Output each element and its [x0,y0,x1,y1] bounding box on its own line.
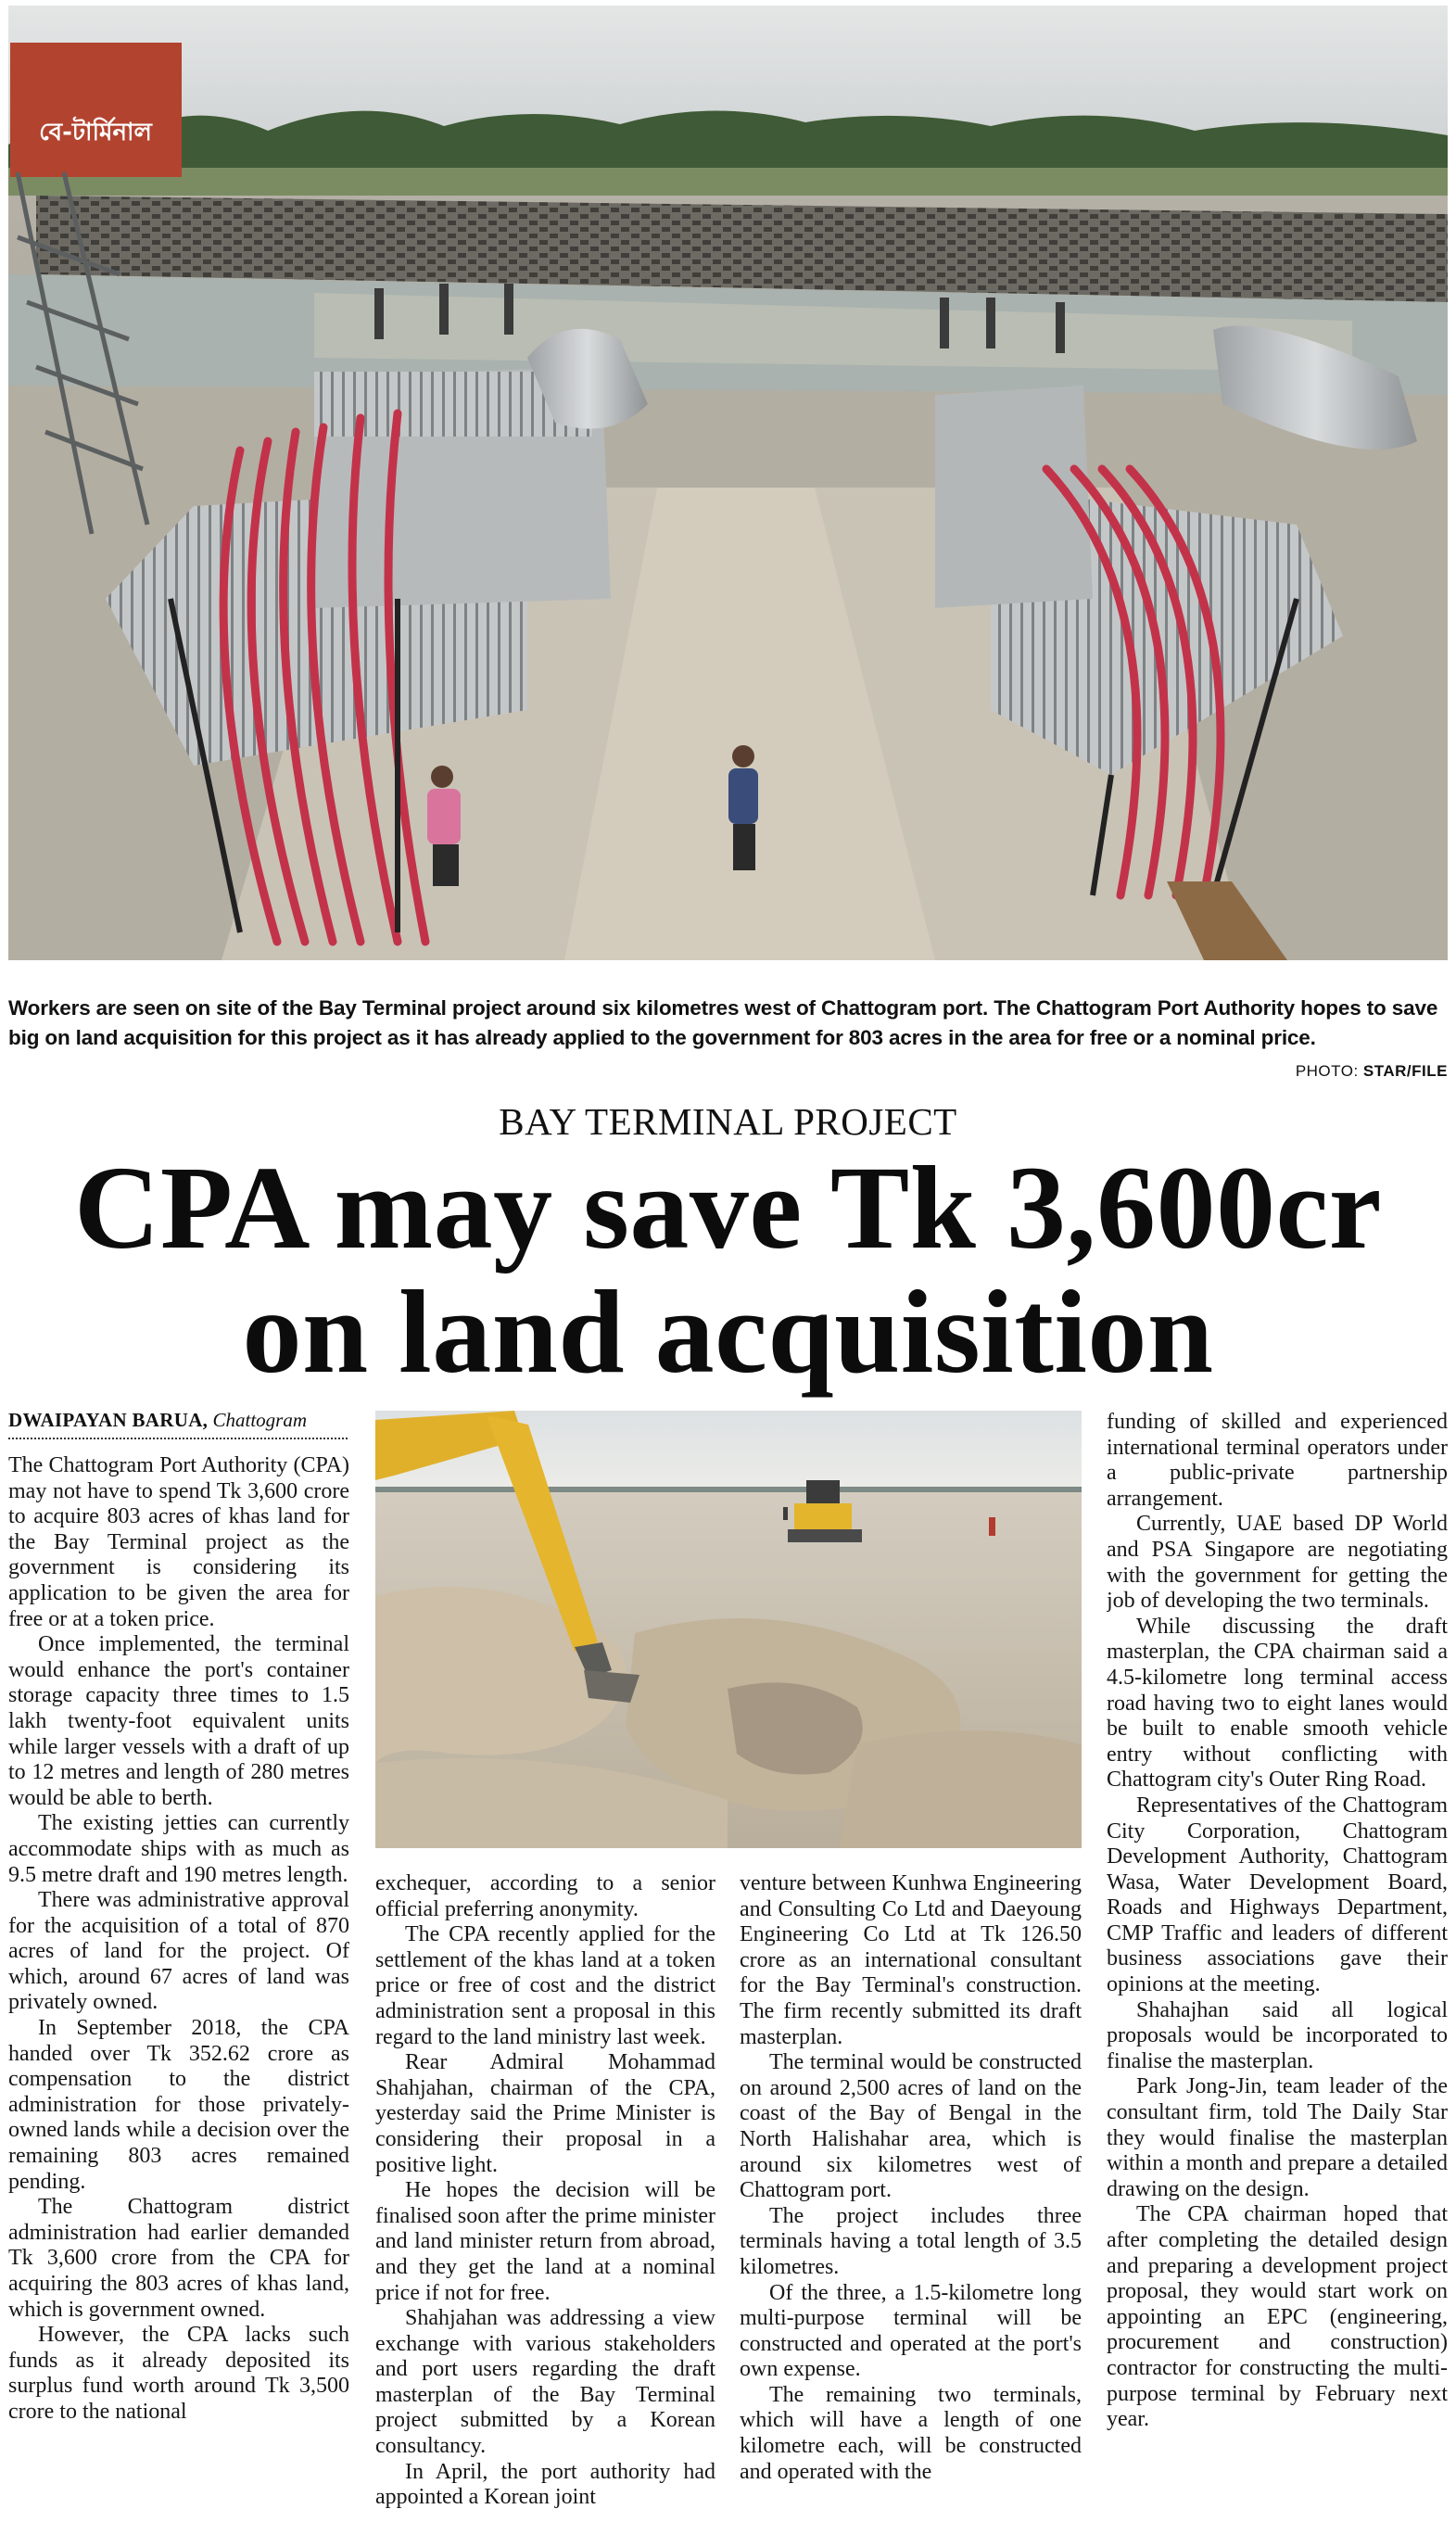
paragraph: The Chattogram district administration had earlier demanded Tk 3,600 crore from the CPA for acquiring the 803 acres of khas land, which is government owned. [8,2195,349,2322]
photo-credit [1296,1057,1448,1086]
paragraph: In April, the port authority had appointed a Korean joint [375,2459,715,2510]
excavator-photo [375,1411,1082,1848]
paragraph: The CPA chairman hoped that after completing the detailed design and preparing a development project proposal, they would start work on appointing an EPC (engineering, procurement and construction) contractor for constructing the multi-purpose terminal by February next year. [1107,2202,1448,2432]
paragraph: venture between Kunhwa Engineering and Consulting Co Ltd and Daeyoung Engineering Co Ltd at Tk 126.50 crore as an international consultant for the Bay Terminal's construction. The firm recently submitted its draft masterplan. [740,1871,1082,2049]
kicker: BAY TERMINAL PROJECT [499,1100,957,1143]
article-column-2 [375,1871,715,2538]
paragraph: While discussing the draft masterplan, the CPA chairman said a 4.5-kilometre long terminal access road having two to eight lanes would be built to enable smooth vehicle entry without conflicting with Chattogram city's Outer Ring Road. [1107,1614,1448,1793]
site-sign-text: বে-টার্মিনাল [39,119,152,146]
paragraph: The CPA recently applied for the settlement of the khas land at a token price or free of cost and the district administration sent a proposal in this regard to the land ministry last week. [375,1922,715,2049]
byline-place: Chattogram [212,1409,307,1431]
paragraph: There was administrative approval for the acquisition of a total of 870 acres of land for the project. Of which, around 67 acres of land was privately owned. [8,1888,349,2015]
paragraph: The remaining two terminals, which will have a length of one kilometre each, will be constructed and operated with the [740,2382,1082,2484]
paragraph: Shahjahan was addressing a view exchange with various stakeholders and port users regarding the draft masterplan of the Bay Terminal project submitted by a Korean consultancy. [375,2306,715,2459]
headline [0,1142,1456,1398]
paragraph: The existing jetties can currently accommodate ships with as much as 9.5 metre draft and 190 metres length. [8,1811,349,1887]
paragraph: Currently, UAE based DP World and PSA Singapore are negotiating with the government for getting the job of developing the two terminals. [1107,1512,1448,1614]
paragraph: The project includes three terminals having a total length of 3.5 kilometres. [740,2203,1082,2279]
photo-credit-source: STAR/FILE [1362,1062,1448,1080]
photo-caption [8,994,1448,1086]
paragraph: Once implemented, the terminal would enhance the port's container storage capacity three times to 1.5 lakh twenty-foot equivalent units while larger vessels with a draft of up to 12 metres and length of 280 metres would be able to berth. [8,1632,349,1810]
paragraph: Shahajhan said all logical proposals would be incorporated to finalise the masterplan. [1107,1997,1448,2073]
paragraph: However, the CPA lacks such funds as it already deposited its surplus fund worth around Tk 3,500 crore to the national [8,2323,349,2424]
paragraph: Rear Admiral Mohammad Shahjahan, chairman of the CPA, yesterday said the Prime Minister is considering their proposal in a positive light. [375,2050,715,2177]
paragraph: Of the three, a 1.5-kilometre long multi-purpose terminal will be constructed and operated at the port's own expense. [740,2280,1082,2382]
paragraph: The terminal would be constructed on around 2,500 acres of land on the coast of the Bay of Bengal in the North Halishahar area, which is around six kilometres west of Chattogram port. [740,2050,1082,2203]
top-photo [8,6,1448,960]
article-column-1 [8,1453,349,2538]
byline [8,1409,348,1439]
article-column-4 [1107,1410,1448,2538]
photo-credit-label: PHOTO: [1295,1062,1359,1080]
caption-text: Workers are seen on site of the Bay Terminal project around six kilometres west of Chattogram port. The Chattogram Port Authority hopes to save big on land acquisition for this project as it has already applied to the government for 803 acres in the area for free or a nominal price. [8,996,1438,1049]
paragraph: exchequer, according to a senior official preferring anonymity. [375,1871,715,1921]
paragraph: Representatives of the Chattogram City Corporation, Chattogram Development Authority, Chattogram Wasa, Water Development Board, Roads and Highways Department, CMP Traffic and leaders of different business associations gave their opinions at the meeting. [1107,1793,1448,1997]
article-column-3 [740,1871,1082,2538]
paragraph: He hopes the decision will be finalised soon after the prime minister and land minister return from abroad, and they get the land at a nominal price if not for free. [375,2178,715,2305]
headline-line-2: on land acquisition [242,1266,1214,1398]
paragraph: funding of skilled and experienced international terminal operators under a public-private partnership arrangement. [1107,1410,1448,1511]
byline-name: DWAIPAYAN BARUA, [8,1409,209,1431]
paragraph: In September 2018, the CPA handed over Tk 352.62 crore as compensation to the district administration for those privately-owned lands while a decision over the remaining 803 acres remained pending. [8,2016,349,2194]
headline-line-1: CPA may save Tk 3,600cr [73,1142,1383,1274]
paragraph: Park Jong-Jin, team leader of the consultant firm, told The Daily Star they would finalise the masterplan within a month and prepare a detailed drawing on the design. [1107,2074,1448,2201]
paragraph: The Chattogram Port Authority (CPA) may not have to spend Tk 3,600 crore to acquire 803 acres of khas land for the Bay Terminal project as the government is considering its application to be given the area for free or at a token price. [8,1453,349,1631]
